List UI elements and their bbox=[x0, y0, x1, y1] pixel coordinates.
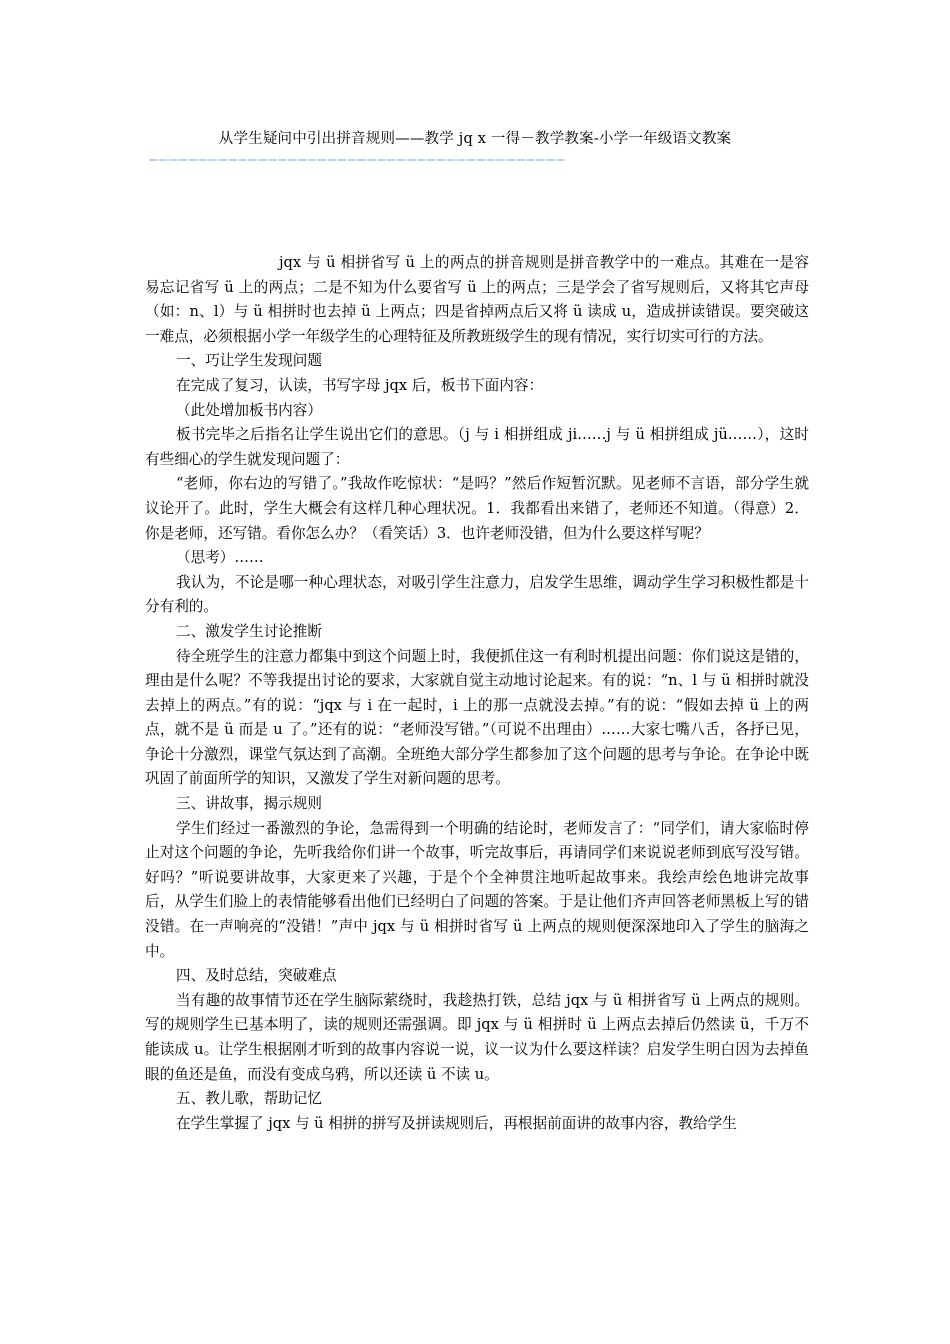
document-title: 从学生疑问中引出拼音规则——教学 jq x 一得－教学教案-小学一年级语文教案 bbox=[218, 131, 732, 147]
body-paragraph: （思考）…… bbox=[176, 549, 264, 567]
document-body bbox=[145, 251, 809, 1136]
body-paragraph: 在完成了复习，认读，书写字母 jqx 后，板书下面内容： bbox=[176, 376, 544, 394]
body-paragraph: 在学生掌握了 jqx 与 ü 相拼的拼写及拼读规则后，再根据前面讲的故事内容，教给学生 bbox=[176, 1114, 737, 1132]
section-heading-3: 三、讲故事，揭示规则 bbox=[176, 795, 322, 813]
intro-paragraph: jqx 与 ü 相拼省写 ü 上的两点的拼音规则是拼音教学中的一难点。其难在一是容易忘记省写 ü 上的两点；二是不知为什么要省写 ü 上的两点；三是学会了省写规则后，又将其它声母（如：n、l）与 ü 相拼时也去掉 ü 上两点；四是省掉两点后又将 ü 读成 u，造成拼读错误。要突破这一难点，必须根据小学一年级学生的心理特征及所教班级学生的现有情况，实行切实可行的方法。 bbox=[145, 254, 809, 345]
section-heading-2: 二、激发学生讨论推断 bbox=[176, 622, 322, 640]
body-paragraph: （此处增加板书内容） bbox=[176, 401, 322, 419]
title-divider: —————————————————————————————————————————— bbox=[149, 152, 567, 168]
body-paragraph: 学生们经过一番激烈的争论，急需得到一个明确的结论时，老师发言了：“同学们，请大家临时停止对这个问题的争论，先听我给你们讲一个故事，听完故事后，再请同学们来说说老师到底写没写错。好吗？”听说要讲故事，大家更来了兴趣，于是个个全神贯注地听起故事来。我绘声绘色地讲完故事后，从学生们脸上的表情能够看出他们已经明白了问题的答案。于是让他们齐声回答老师黑板上写的错没错。在一声响亮的“没错！”声中 jqx 与 ü 相拼时省写 ü 上两点的规则便深深地印入了学生的脑海之中。 bbox=[145, 819, 809, 960]
body-paragraph: 待全班学生的注意力都集中到这个问题上时，我便抓住这一有利时机提出问题：你们说这是错的，理由是什么呢？不等我提出讨论的要求，大家就自觉主动地讨论起来。有的说：“n、l 与 ü 相拼时就没去掉上的两点。”有的说：“jqx 与 i 在一起时，i 上的那一点就没去掉。”有的说：“假如去掉 ü 上的两点，就不是 ü 而是 u 了。”还有的说：“老师没写错。”（可说不出理由）……大家七嘴八舌，各抒已见，争论十分激烈，课堂气氛达到了高潮。全班绝大部分学生都参加了这个问题的思考与争论。在争论中既巩固了前面所学的知识，又激发了学生对新问题的思考。 bbox=[145, 647, 809, 788]
body-paragraph: 我认为，不论是哪一种心理状态，对吸引学生注意力，启发学生思维，调动学生学习积极性都是十分有利的。 bbox=[145, 573, 809, 616]
body-paragraph: 当有趣的故事情节还在学生脑际萦绕时，我趁热打铁，总结 jqx 与 ü 相拼省写 ü 上两点的规则。写的规则学生已基本明了，读的规则还需强调。即 jqx 与 ü 相拼时 ü 上两点去掉后仍然读 ü，千万不能读成 u。让学生根据刚才听到的故事内容说一说，议一议为什么要这样读？启发学生明白因为去掉鱼眼的鱼还是鱼，而没有变成乌鸦，所以还读 ü 不读 u。 bbox=[145, 991, 809, 1083]
section-heading-1: 一、巧让学生发现问题 bbox=[176, 352, 322, 370]
section-heading-4: 四、及时总结，突破难点 bbox=[176, 967, 337, 985]
body-paragraph: 板书完毕之后指名让学生说出它们的意思。（j 与 i 相拼组成 ji……j 与 ü 相拼组成 jü……），这时有些细心的学生就发现问题了： bbox=[145, 426, 809, 468]
body-paragraph: “老师，你右边的写错了。”我故作吃惊状：“是吗？”然后作短暂沉默。见老师不言语，部分学生就议论开了。此时，学生大概会有这样几种心理状况。1．我都看出来错了，老师还不知道。（得意）2．你是老师，还写错。看你怎么办？（看笑话）3．也许老师没错，但为什么要这样写呢？ bbox=[145, 475, 809, 542]
section-heading-5: 五、教儿歌，帮助记忆 bbox=[176, 1090, 322, 1108]
